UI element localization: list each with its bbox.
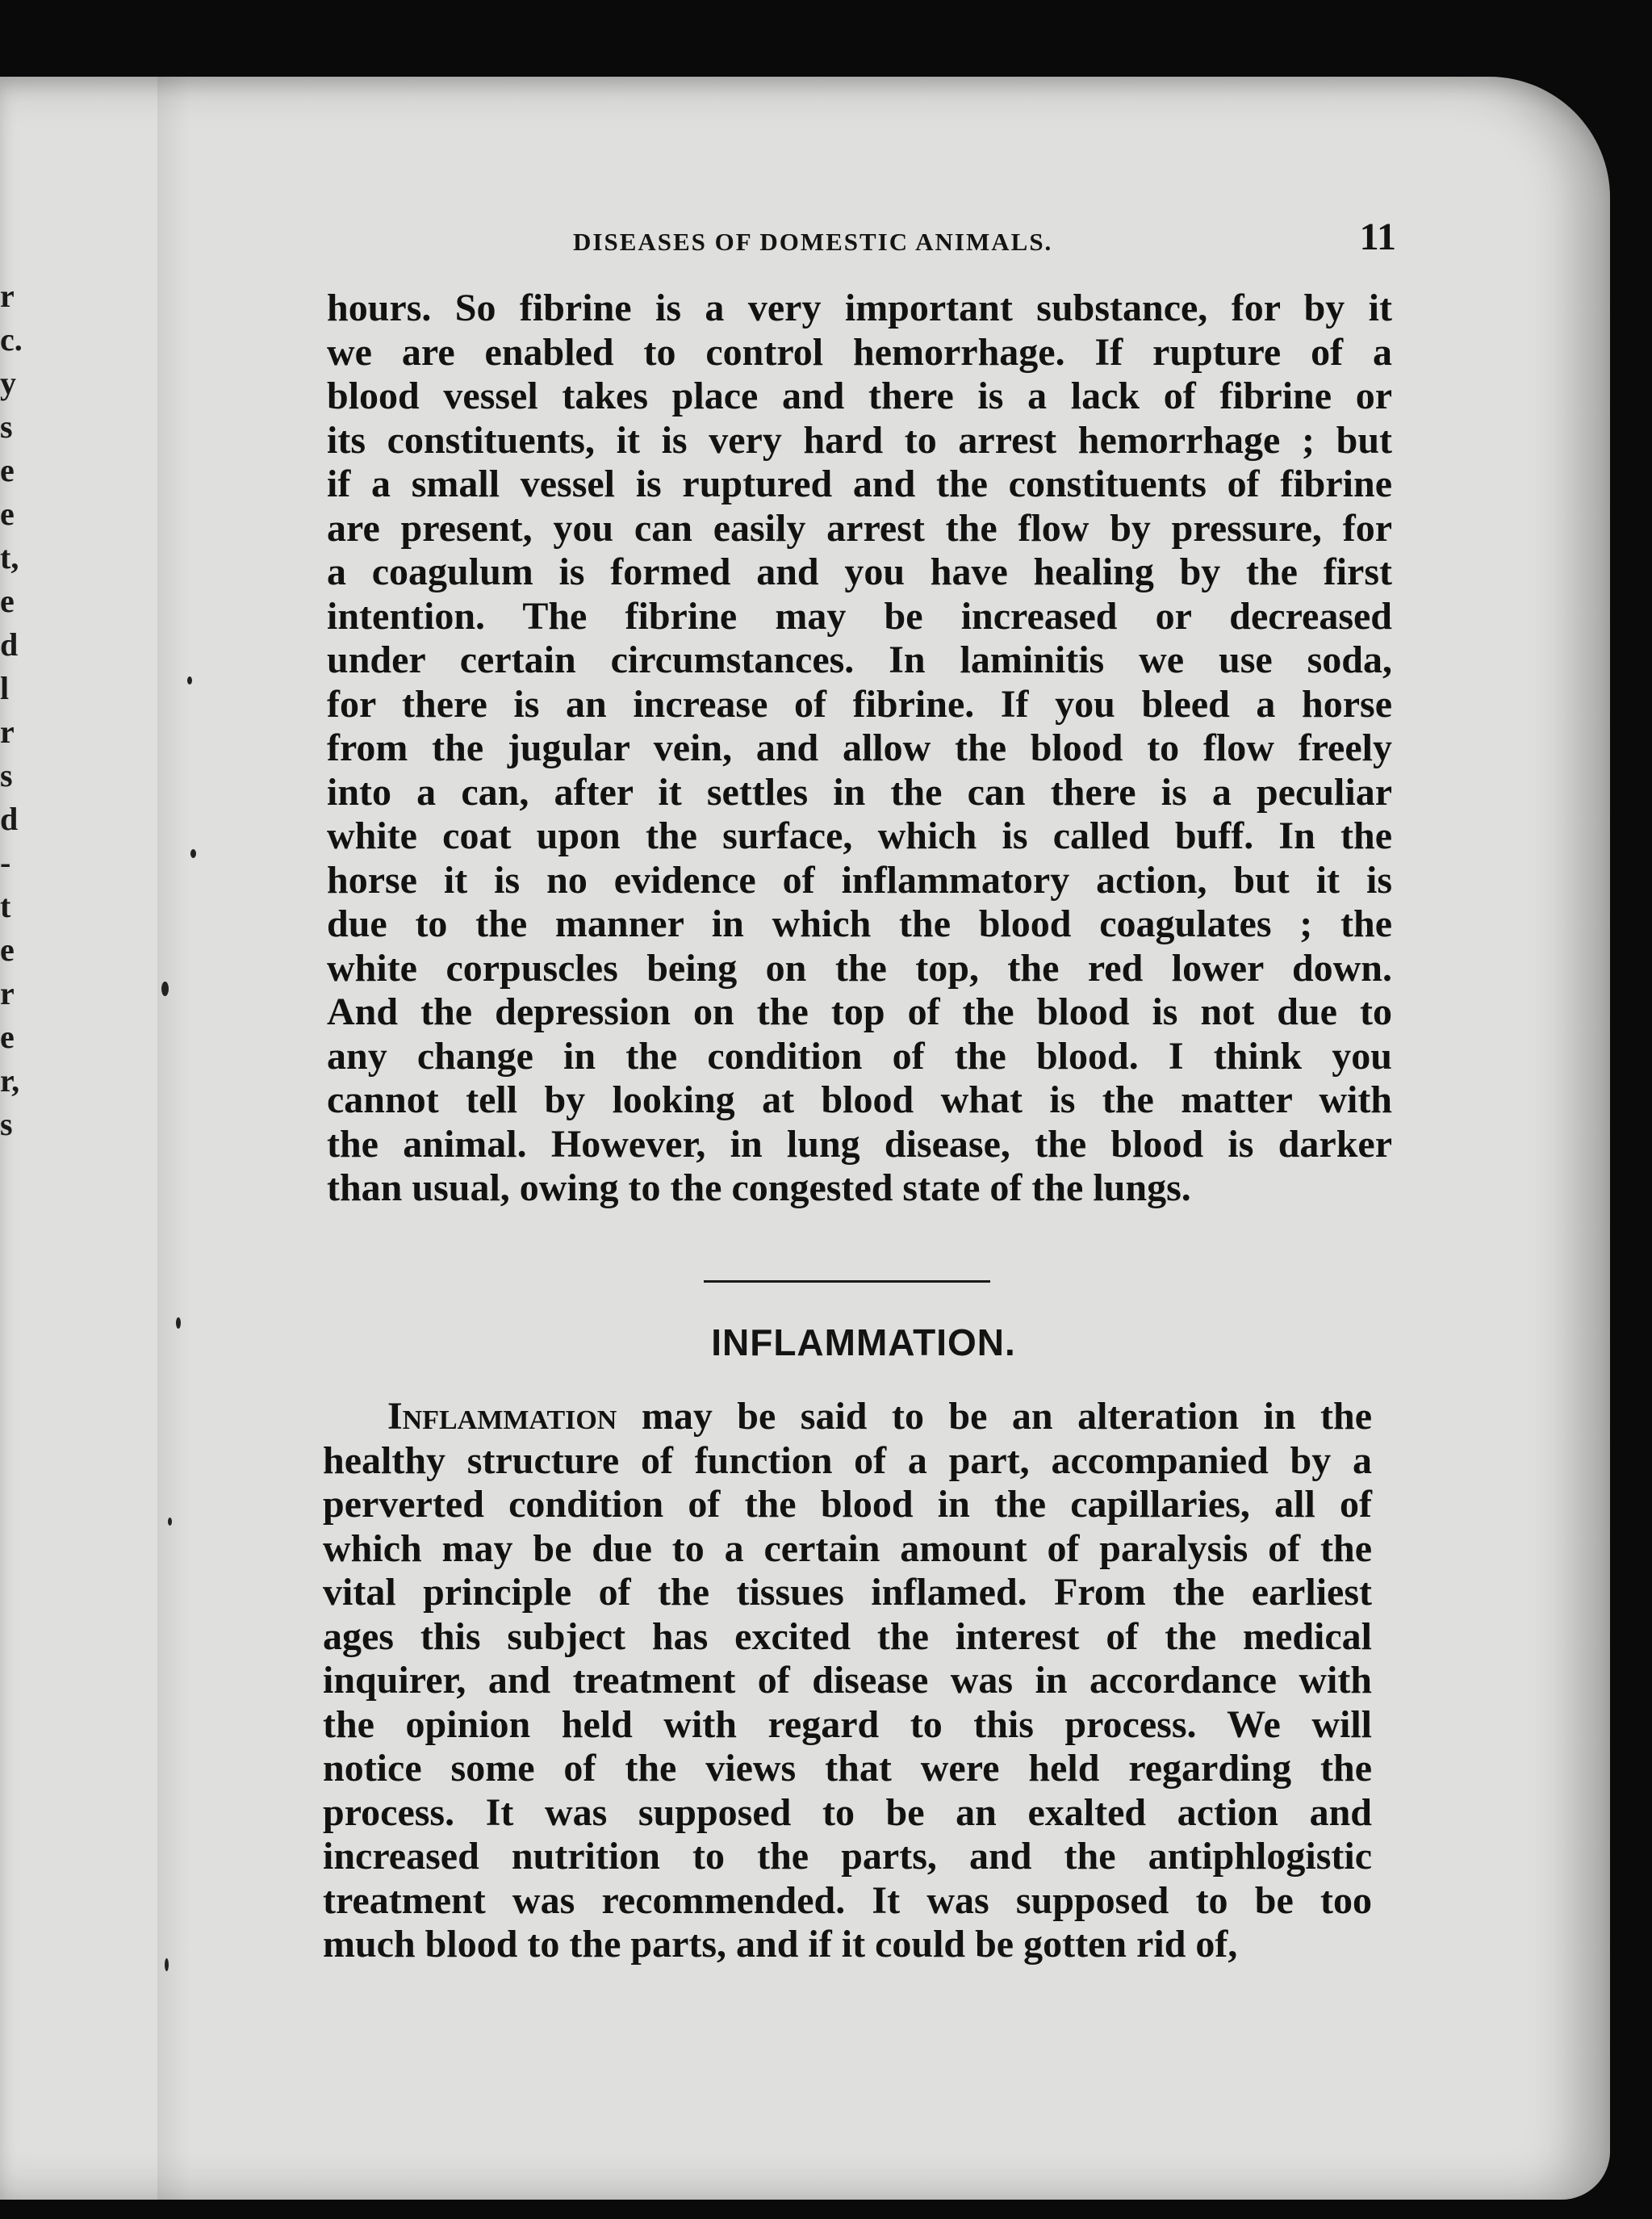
margin-fragment: c. (0, 321, 23, 358)
margin-fragment: r (0, 714, 15, 750)
text-line: ages this subject has excited the interest of the medical (323, 1614, 1372, 1658)
text-line: if a small vessel is ruptured and the constituents of fibrine (327, 463, 1392, 505)
scan-speck (161, 982, 169, 996)
text-line: hours. So fibrine is a very important substance, for by it (327, 287, 1392, 329)
body-paragraph-1 (327, 287, 1392, 1211)
scan-speck (168, 1518, 172, 1526)
paragraph-2-first-line (323, 1395, 1372, 1439)
margin-fragment: r (0, 975, 15, 1011)
text-line: the animal. However, in lung disease, the blood is darker (327, 1122, 1392, 1166)
paragraph-2-first-line-rest: may be said to be an alteration in the (617, 1395, 1372, 1438)
text-line: any change in the condition of the blood. I think you (327, 1034, 1392, 1078)
scan-speck (176, 1317, 181, 1329)
text-line: white corpuscles being on the top, the red lower down. (327, 946, 1392, 990)
page-number: 11 (1359, 216, 1396, 258)
margin-fragment: e (0, 1019, 15, 1055)
text-line: for there is an increase of fibrine. If you bleed a horse (327, 682, 1392, 726)
margin-fragment: l (0, 670, 10, 706)
margin-fragment: s (0, 408, 13, 445)
margin-fragment: r (0, 278, 15, 314)
margin-fragment: d (0, 626, 19, 663)
page-header (331, 215, 1396, 271)
text-line: increased nutrition to the parts, and the antiphlogistic (323, 1835, 1372, 1878)
margin-fragment: t (0, 888, 11, 924)
text-line: treatment was recommended. It was supposed to be too (323, 1878, 1372, 1922)
text-line: under certain circumstances. In laminitis we use soda, (327, 638, 1392, 681)
text-line: into a can, after it settles in the can there is a peculiar (327, 770, 1392, 814)
margin-fragment: s (0, 1106, 13, 1142)
text-line: inquirer, and treatment of disease was in accordance with (323, 1659, 1372, 1702)
text-line: healthy structure of function of a part, accompanied by a (323, 1438, 1372, 1482)
text-line: its constituents, it is very hard to arrest hemorrhage ; but (327, 418, 1392, 462)
margin-fragment: e (0, 583, 15, 619)
margin-fragment: d (0, 801, 19, 837)
text-line: notice some of the views that were held regarding the (323, 1747, 1372, 1790)
text-line: cannot tell by looking at blood what is the matter with (327, 1078, 1392, 1121)
section-heading: INFLAMMATION. (711, 1321, 1016, 1363)
text-line: process. It was supposed to be an exalted action and (323, 1790, 1372, 1834)
text-line: from the jugular vein, and allow the blood to flow freely (327, 726, 1392, 769)
paragraph-2-lead-word: Inflammation (387, 1395, 617, 1438)
scan-speck (190, 849, 196, 858)
margin-fragment: - (0, 844, 11, 881)
text-line: a coagulum is formed and you have healing by the first (327, 551, 1392, 593)
margin-fragment: s (0, 757, 13, 793)
margin-fragment: t, (0, 539, 19, 576)
text-line: than usual, owing to the congested state of the lungs. (327, 1166, 1191, 1209)
text-line: we are enabled to control hemorrhage. If rupture of a (327, 330, 1392, 374)
text-line: are present, you can easily arrest the flow by pressure, for (327, 506, 1392, 550)
scan-speck (187, 676, 192, 685)
text-line: blood vessel takes place and there is a lack of fibrine or (327, 375, 1392, 417)
margin-fragment: e (0, 496, 15, 532)
body-paragraph-2 (323, 1395, 1372, 1967)
section-divider-rule (704, 1280, 990, 1283)
page-gutter (157, 77, 190, 2200)
text-line: due to the manner in which the blood coagulates ; the (327, 902, 1392, 945)
text-line: And the depression on the top of the blood is not due to (327, 990, 1392, 1033)
text-line: much blood to the parts, and if it could be gotten rid of, (323, 1923, 1238, 1966)
text-line: the opinion held with regard to this process. We will (323, 1702, 1372, 1746)
margin-fragment: y (0, 365, 16, 401)
text-line: horse it is no evidence of inflammatory action, but it is (327, 858, 1392, 902)
margin-fragment: r, (0, 1062, 20, 1099)
text-line: white coat upon the surface, which is called buff. In the (327, 814, 1392, 857)
scan-speck (165, 1958, 169, 1971)
previous-page-margin-fragments (0, 274, 24, 1146)
text-line: which may be due to a certain amount of paralysis of the (323, 1526, 1372, 1570)
text-line: vital principle of the tissues inflamed. From the earliest (323, 1571, 1372, 1614)
running-head: DISEASES OF DOMESTIC ANIMALS. (573, 228, 1053, 256)
margin-fragment: e (0, 452, 15, 488)
text-line: intention. The fibrine may be increased or decreased (327, 594, 1392, 638)
margin-fragment: e (0, 932, 15, 968)
text-line: perverted condition of the blood in the capillaries, all of (323, 1483, 1372, 1526)
